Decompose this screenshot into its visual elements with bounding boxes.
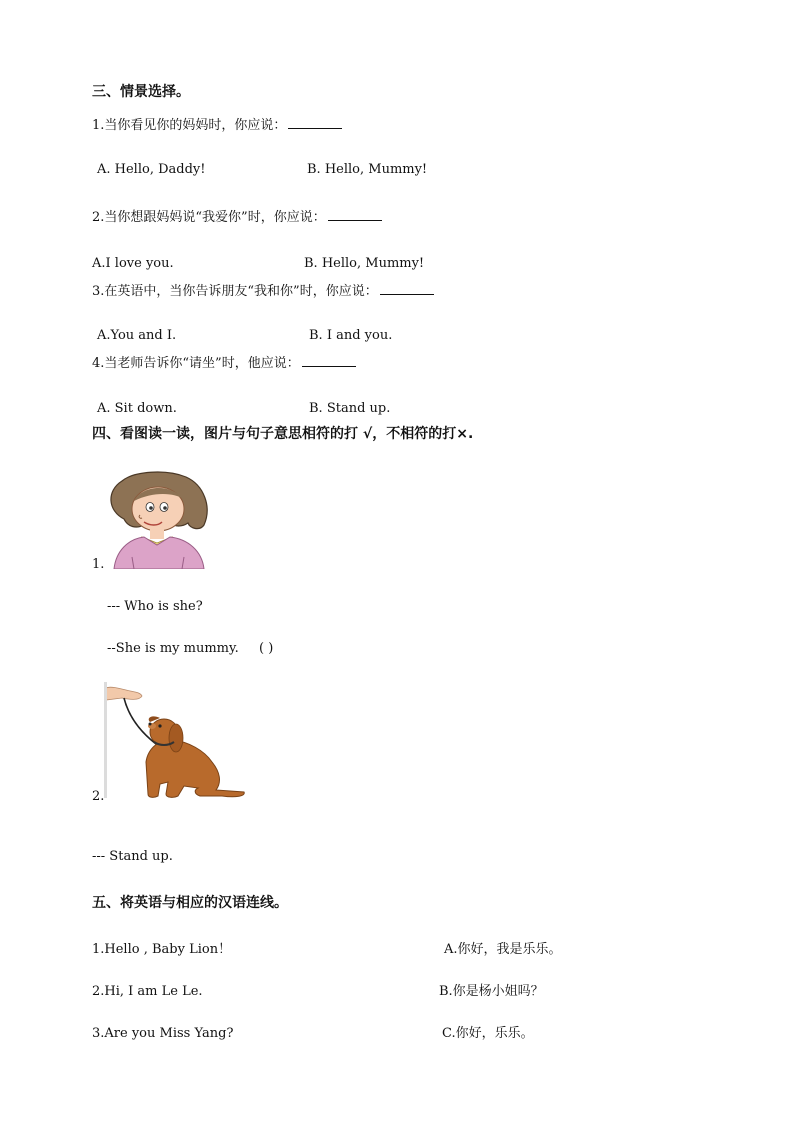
dialogue-1-line-1: --- Who is she?: [107, 599, 203, 614]
answer-blank-4[interactable]: [302, 354, 356, 367]
option-2b: B. Hello, Mummy!: [304, 256, 425, 271]
question-2: [92, 208, 382, 226]
english-item-2[interactable]: 2.Hi, I am Le Le.: [92, 984, 203, 999]
chinese-item-b[interactable]: B.你是杨小姐吗？: [439, 984, 544, 999]
chinese-item-a[interactable]: A.你好，我是乐乐。: [444, 942, 562, 957]
question-2-text: 2.当你想跟妈妈说“我爱你”时，你应说：: [92, 210, 326, 225]
option-3b: B. I and you.: [309, 328, 393, 343]
question-1: [92, 116, 342, 134]
english-item-1[interactable]: 1.Hello , Baby Lion！: [92, 942, 232, 957]
answer-blank-3[interactable]: [380, 282, 434, 295]
option-4b: B. Stand up.: [309, 401, 391, 416]
answer-bracket-1[interactable]: ( ): [259, 641, 274, 656]
answer-blank-1[interactable]: [288, 116, 342, 129]
option-2a: A.I love you.: [92, 256, 174, 271]
question-3-text: 3.在英语中，当你告诉朋友“我和你”时，你应说：: [92, 284, 378, 299]
chinese-item-c[interactable]: C.你好，乐乐。: [442, 1026, 534, 1041]
dialogue-2-line-1: --- Stand up.: [92, 849, 173, 864]
section-5-title: 五、将英语与相应的汉语连线。: [92, 895, 288, 911]
question-4-text: 4.当老师告诉你“请坐”时，他应说：: [92, 356, 300, 371]
question-4: [92, 354, 356, 372]
dialogue-1-line-2: --She is my mummy.: [107, 641, 239, 656]
question-1-text: 1.当你看见你的妈妈时，你应说：: [92, 118, 287, 133]
question-3: [92, 282, 434, 300]
dog-illustration: [104, 678, 248, 800]
section-4-title: 四、看图读一读，图片与句子意思相符的打 √，不相符的打×.: [92, 426, 474, 442]
option-1b: B. Hello, Mummy!: [307, 162, 428, 177]
picture-1-number: 1.: [92, 557, 105, 572]
option-3a: A.You and I.: [97, 328, 177, 343]
english-item-3[interactable]: 3.Are you Miss Yang?: [92, 1026, 234, 1041]
section-3-title: 三、情景选择。: [92, 84, 190, 100]
answer-blank-2[interactable]: [328, 208, 382, 221]
option-4a: A. Sit down.: [97, 401, 177, 416]
option-1a: A. Hello, Daddy!: [97, 162, 206, 177]
mother-illustration: [104, 471, 212, 569]
picture-2-number: 2.: [92, 789, 105, 804]
